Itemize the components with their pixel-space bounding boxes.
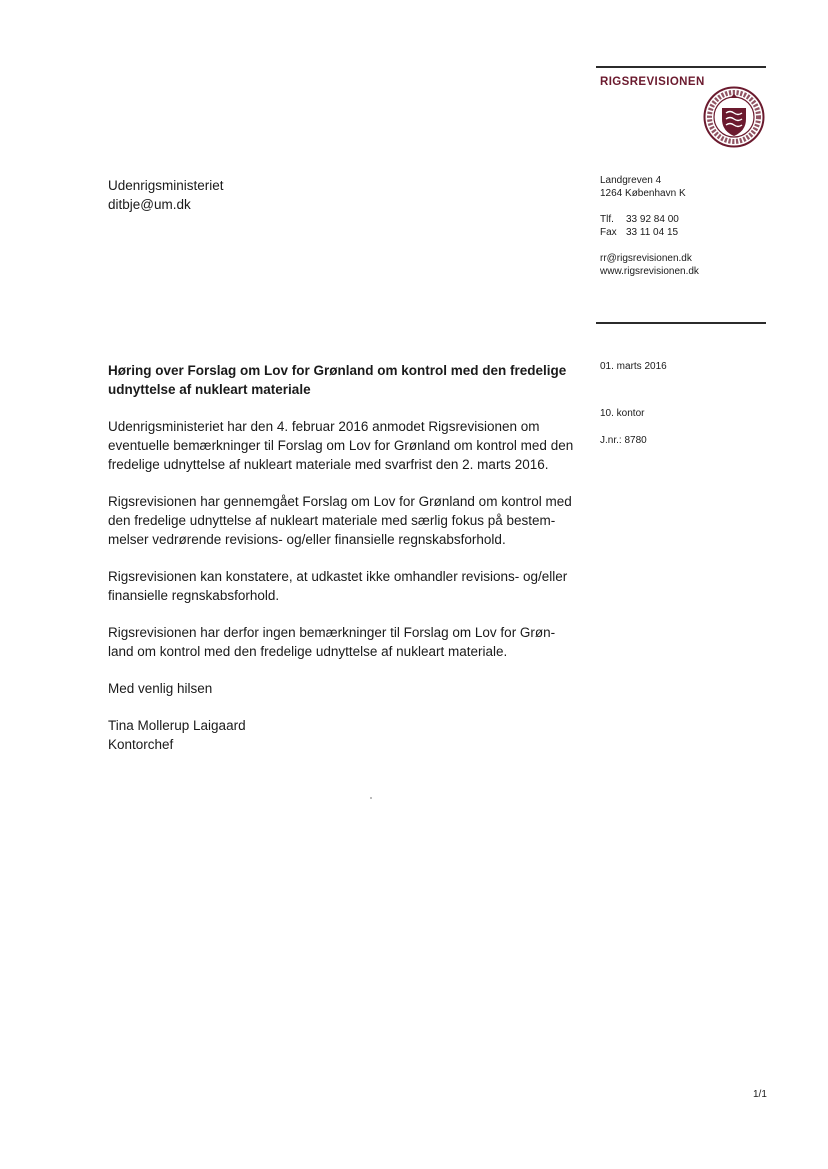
- paragraph-line: land om kontrol med den fredelige udnyttelse af nukleart materiale.: [108, 644, 508, 659]
- letter-body: [108, 417, 578, 754]
- sender-city: 1264 København K: [600, 188, 686, 199]
- sidebar-rule: [596, 322, 766, 324]
- header-rule: [596, 66, 766, 68]
- journal-number: J.nr.: 8780: [600, 435, 647, 446]
- fax-number: 33 11 04 15: [626, 227, 679, 238]
- org-name: RIGSREVISIONEN: [600, 76, 705, 88]
- paragraph-4: [108, 623, 578, 661]
- paragraph-2: [108, 492, 578, 549]
- subject-heading: [108, 361, 578, 399]
- paragraph-line: den fredelige udnyttelse af nukleart materiale med særlig fokus på bestem-: [108, 513, 556, 528]
- paragraph-line: finansielle regnskabsforhold.: [108, 588, 280, 603]
- office-number: 10. kontor: [600, 408, 645, 419]
- paragraph-line: Rigsrevisionen har derfor ingen bemærkninger til Forslag om Lov for Grøn-: [108, 625, 556, 640]
- scan-speck: [370, 797, 372, 799]
- fax-label: Fax: [600, 227, 617, 238]
- sender-street: Landgreven 4: [600, 175, 662, 186]
- sender-phone-row: [600, 213, 699, 226]
- sender-fax-row: [600, 226, 699, 239]
- sender-block: [600, 174, 699, 278]
- paragraph-line: Rigsrevisionen kan konstatere, at udkastet ikke omhandler revisions- og/eller: [108, 569, 568, 584]
- paragraph-line: Udenrigsministeriet har den 4. februar 2016 anmodet Rigsrevisionen om: [108, 419, 540, 434]
- signer-name: Tina Mollerup Laigaard: [108, 718, 246, 733]
- paragraph-3: [108, 567, 578, 605]
- phone-number: 33 92 84 00: [626, 214, 679, 225]
- paragraph-1: [108, 417, 578, 474]
- subject-line-1: Høring over Forslag om Lov for Grønland om kontrol med den fredelige: [108, 363, 567, 378]
- recipient-email: ditbje@um.dk: [108, 197, 191, 212]
- phone-label: Tlf.: [600, 214, 614, 225]
- signature-block: [108, 716, 578, 754]
- sender-website: www.rigsrevisionen.dk: [600, 266, 699, 277]
- paragraph-line: melser vedrørende revisions- og/eller finansielle regnskabsforhold.: [108, 532, 506, 547]
- paragraph-line: Rigsrevisionen har gennemgået Forslag om Lov for Grønland om kontrol med: [108, 494, 572, 509]
- sender-email: rr@rigsrevisionen.dk: [600, 253, 692, 264]
- signer-title: Kontorchef: [108, 737, 174, 752]
- letter-date: 01. marts 2016: [600, 361, 667, 372]
- folketinget-seal-icon: [703, 86, 765, 148]
- sender-contact: [600, 213, 699, 239]
- page-number: 1/1: [753, 1089, 767, 1100]
- paragraph-line: eventuelle bemærkninger til Forslag om Lov for Grønland om kontrol med den: [108, 438, 574, 453]
- paragraph-line: fredelige udnyttelse af nukleart materiale med svarfrist den 2. marts 2016.: [108, 457, 549, 472]
- sender-address: [600, 174, 699, 200]
- subject-line-2: udnyttelse af nukleart materiale: [108, 382, 311, 397]
- recipient-block: [108, 176, 224, 214]
- sender-online: [600, 252, 699, 278]
- closing: Med venlig hilsen: [108, 681, 213, 696]
- recipient-name: Udenrigsministeriet: [108, 178, 224, 193]
